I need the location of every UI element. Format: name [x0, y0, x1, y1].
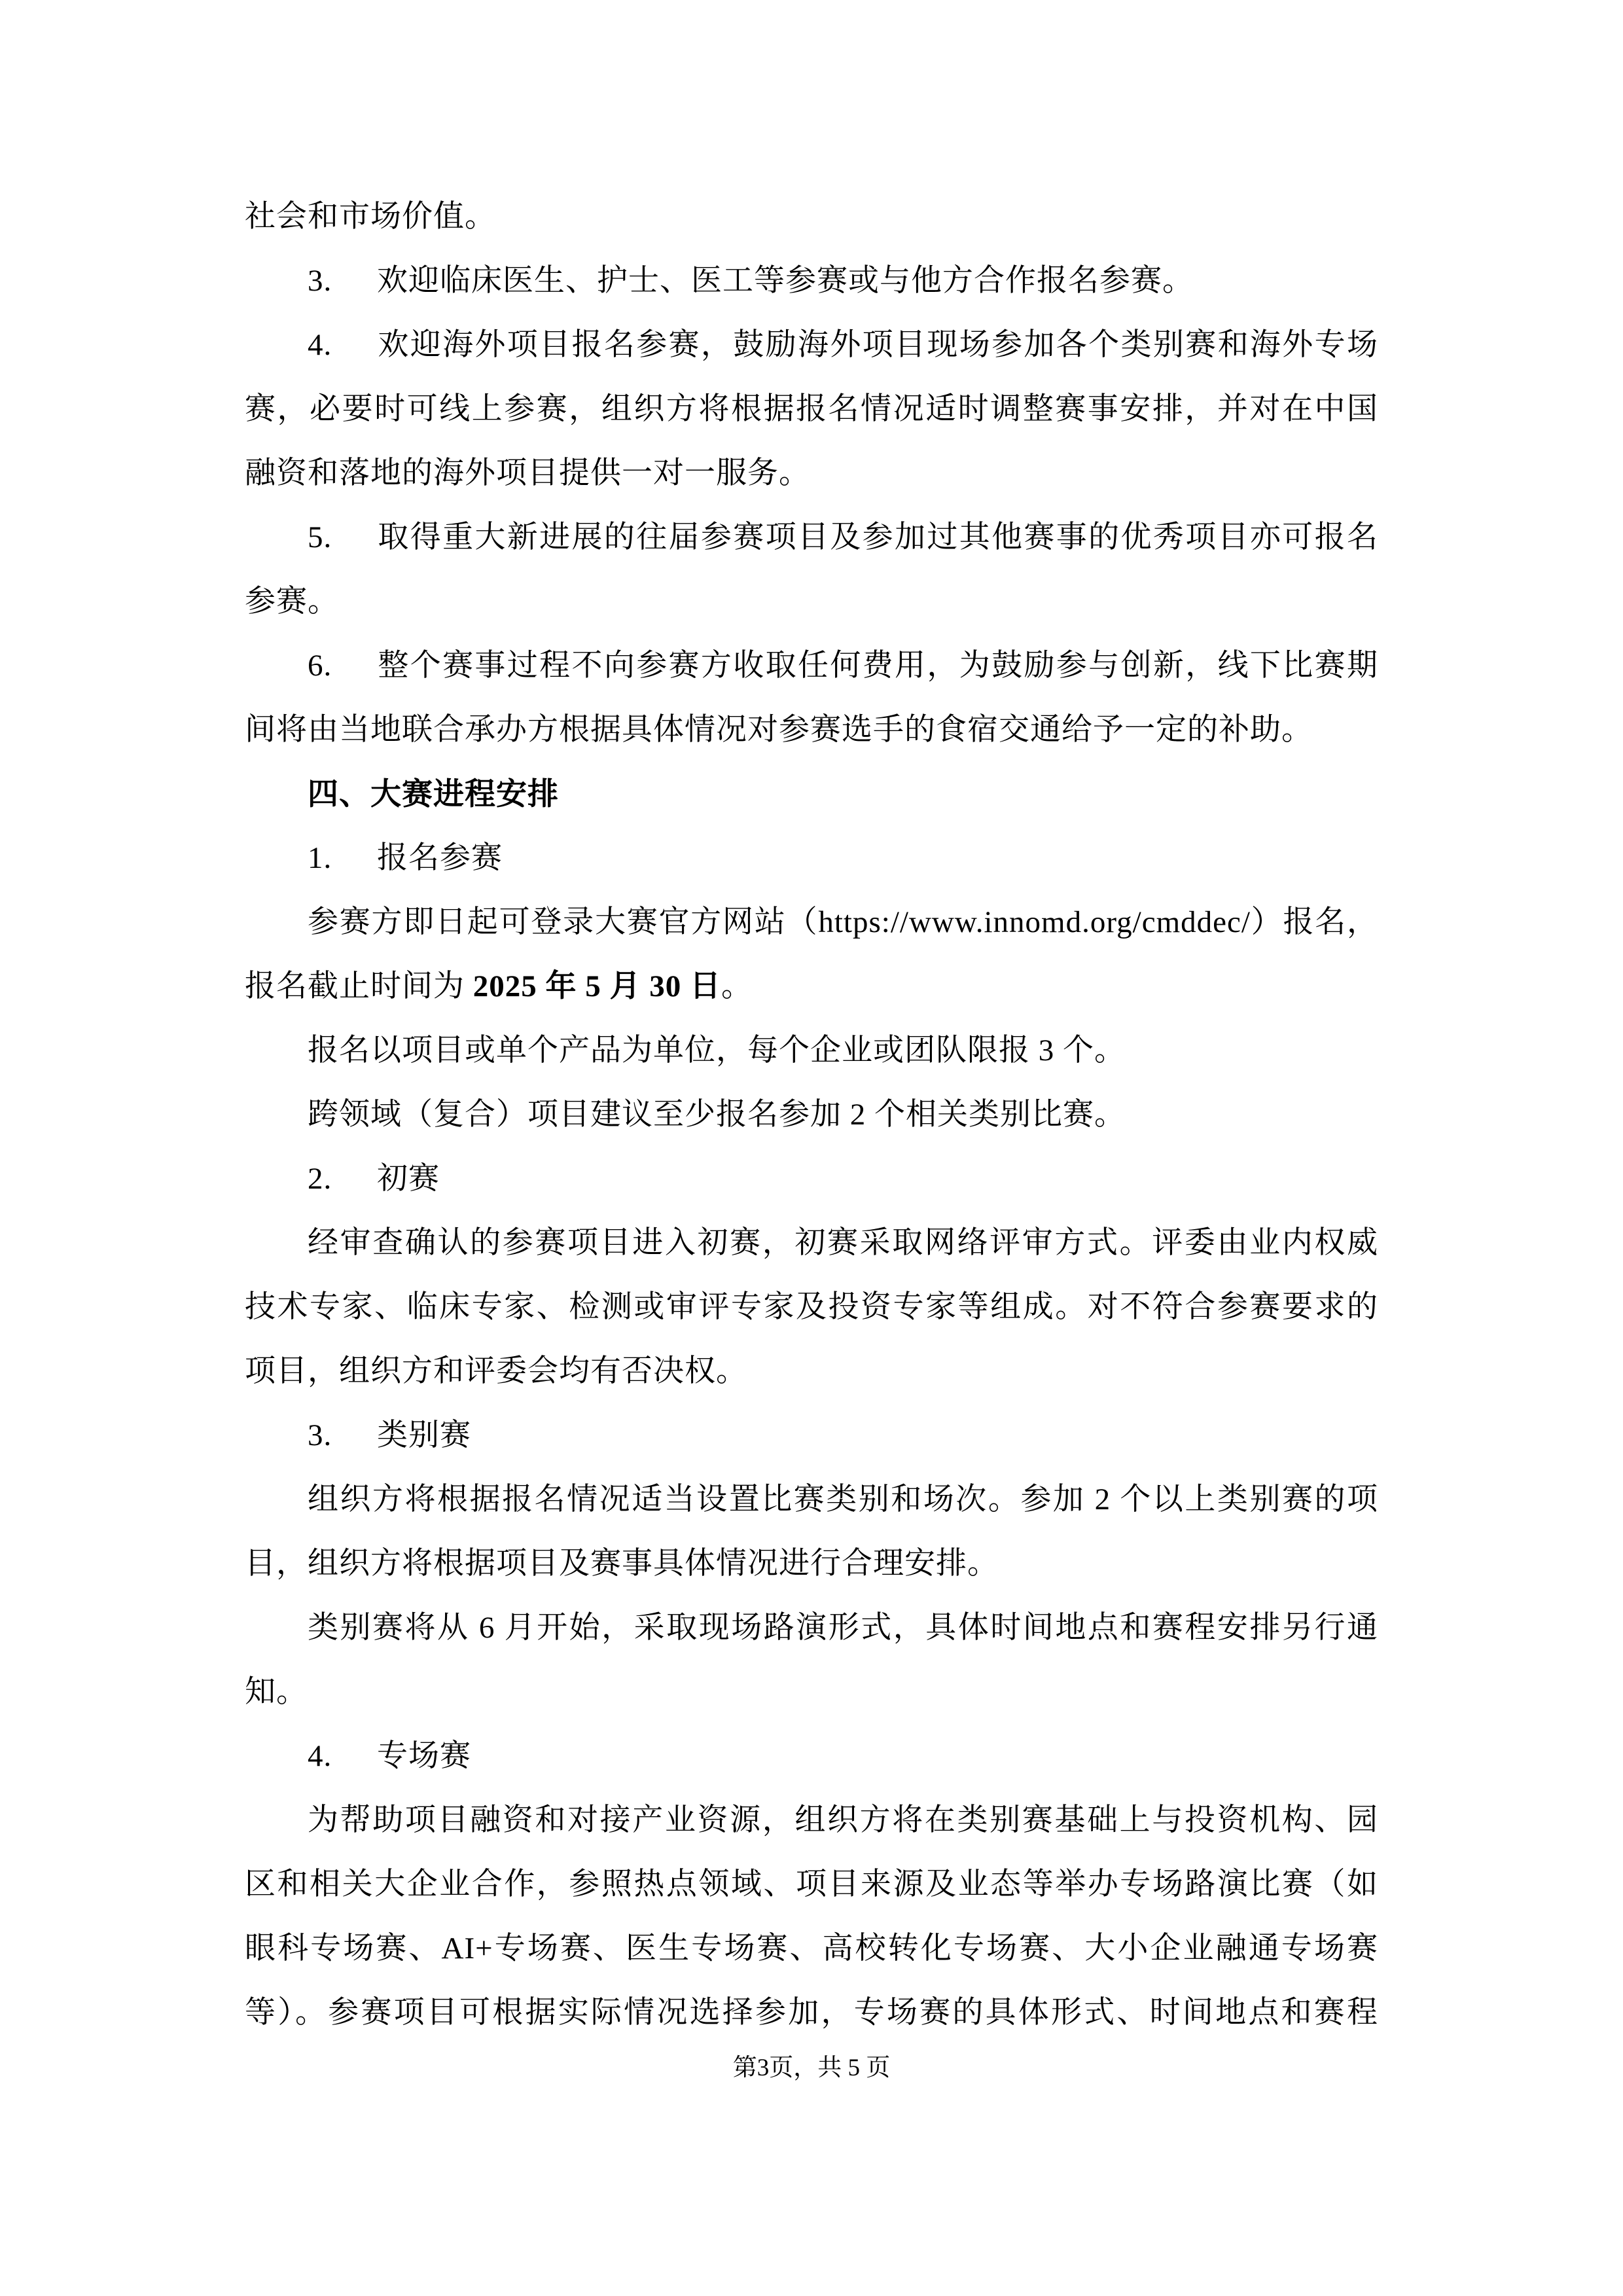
text-line — [245, 1596, 1378, 1660]
list-number: 4. — [308, 1739, 332, 1773]
text-segment: 欢迎海外项目报名参赛，鼓励海外项目现场参加各个类别赛和海外专场 — [377, 328, 1378, 362]
contest-website-url: https://www.innomd.org/cmddec/ — [818, 905, 1251, 939]
text-line — [245, 954, 1378, 1018]
text-line — [245, 1724, 1378, 1788]
list-number: 4. — [308, 328, 332, 362]
text-segment: 等）。参赛项目可根据实际情况选择参加，专场赛的具体形式、时间地点和赛程 — [245, 1996, 1378, 2030]
text-line — [245, 1403, 1378, 1467]
text-line — [245, 1660, 1378, 1724]
text-segment: 整个赛事过程不向参赛方收取任何费用，为鼓励参与创新，线下比赛期 — [377, 649, 1378, 683]
text-line — [245, 441, 1378, 505]
text-segment: 区和相关大企业合作，参照热点领域、项目来源及业态等举办专场路演比赛（如 — [245, 1867, 1378, 1901]
text-segment: 眼科专场赛、AI+专场赛、医生专场赛、高校转化专场赛、大小企业融通专场赛 — [245, 1931, 1378, 1965]
text-line — [245, 1275, 1378, 1339]
text-line — [245, 185, 1378, 249]
text-segment: 。 — [721, 969, 753, 1003]
text-line — [245, 377, 1378, 441]
section-heading — [245, 762, 1378, 826]
list-number: 2. — [308, 1162, 332, 1196]
text-segment: 参赛。 — [245, 584, 339, 619]
text-segment: 赛，必要时可线上参赛，组织方将根据报名情况适时调整赛事安排，并对在中国 — [245, 392, 1378, 426]
text-line — [245, 826, 1378, 890]
text-segment: 为帮助项目融资和对接产业资源，组织方将在类别赛基础上与投资机构、园 — [308, 1803, 1378, 1837]
text-line — [245, 1147, 1378, 1211]
text-line — [245, 1467, 1378, 1532]
text-line — [245, 1339, 1378, 1403]
text-segment: ）报名， — [1250, 905, 1378, 939]
text-segment: 项目，组织方和评委会均有否决权。 — [245, 1354, 747, 1388]
text-segment: 知。 — [245, 1675, 308, 1709]
text-segment: 社会和市场价值。 — [245, 200, 496, 234]
text-line — [245, 249, 1378, 313]
text-line — [245, 313, 1378, 377]
text-segment: 报名以项目或单个产品为单位，每个企业或团队限报 3 个。 — [308, 1033, 1126, 1067]
text-segment: 融资和落地的海外项目提供一对一服务。 — [245, 456, 810, 490]
text-line — [245, 1083, 1378, 1147]
text-segment: 经审查确认的参赛项目进入初赛，初赛采取网络评审方式。评委由业内权威 — [308, 1226, 1378, 1260]
list-number: 3. — [308, 264, 332, 298]
document-body — [245, 185, 1378, 2045]
text-line — [245, 1211, 1378, 1275]
text-segment: 类别赛 — [377, 1418, 471, 1452]
text-line — [245, 569, 1378, 634]
text-segment: 参赛方即日起可登录大赛官方网站（ — [308, 905, 819, 939]
list-number: 6. — [308, 649, 332, 683]
text-segment: 报名截止时间为 — [245, 969, 473, 1003]
text-segment: 跨领域（复合）项目建议至少报名参加 2 个相关类别比赛。 — [308, 1098, 1126, 1132]
text-line — [245, 1981, 1378, 2045]
text-line — [245, 698, 1378, 762]
text-segment: 报名参赛 — [377, 841, 503, 875]
text-segment: 技术专家、临床专家、检测或审评专家及投资专家等组成。对不符合参赛要求的 — [245, 1290, 1378, 1324]
text-segment: 组织方将根据报名情况适当设置比赛类别和场次。参加 2 个以上类别赛的项 — [308, 1482, 1378, 1516]
text-segment: 类别赛将从 6 月开始，采取现场路演形式，具体时间地点和赛程安排另行通 — [308, 1611, 1378, 1645]
text-segment: 欢迎临床医生、护士、医工等参赛或与他方合作报名参赛。 — [377, 264, 1194, 298]
text-line — [245, 634, 1378, 698]
list-number: 3. — [308, 1418, 332, 1452]
text-segment: 初赛 — [377, 1162, 440, 1196]
text-line — [245, 1788, 1378, 1852]
text-line — [245, 505, 1378, 569]
text-line — [245, 1852, 1378, 1916]
text-segment: 专场赛 — [377, 1739, 471, 1773]
text-segment: 取得重大新进展的往届参赛项目及参加过其他赛事的优秀项目亦可报名 — [377, 520, 1378, 554]
text-segment: 四、大赛进程安排 — [308, 776, 559, 811]
deadline-date-bold: 2025 年 5 月 30 日 — [473, 969, 721, 1003]
page-footer: 第3页，共 5 页 — [732, 2054, 891, 2081]
text-segment: 目，组织方将根据项目及赛事具体情况进行合理安排。 — [245, 1547, 999, 1581]
text-line — [245, 1916, 1378, 1981]
text-line — [245, 1018, 1378, 1083]
list-number: 1. — [308, 841, 332, 875]
list-number: 5. — [308, 520, 332, 554]
text-line — [245, 1532, 1378, 1596]
text-line — [245, 890, 1378, 954]
text-segment: 间将由当地联合承办方根据具体情况对参赛选手的食宿交通给予一定的补助。 — [245, 713, 1313, 747]
